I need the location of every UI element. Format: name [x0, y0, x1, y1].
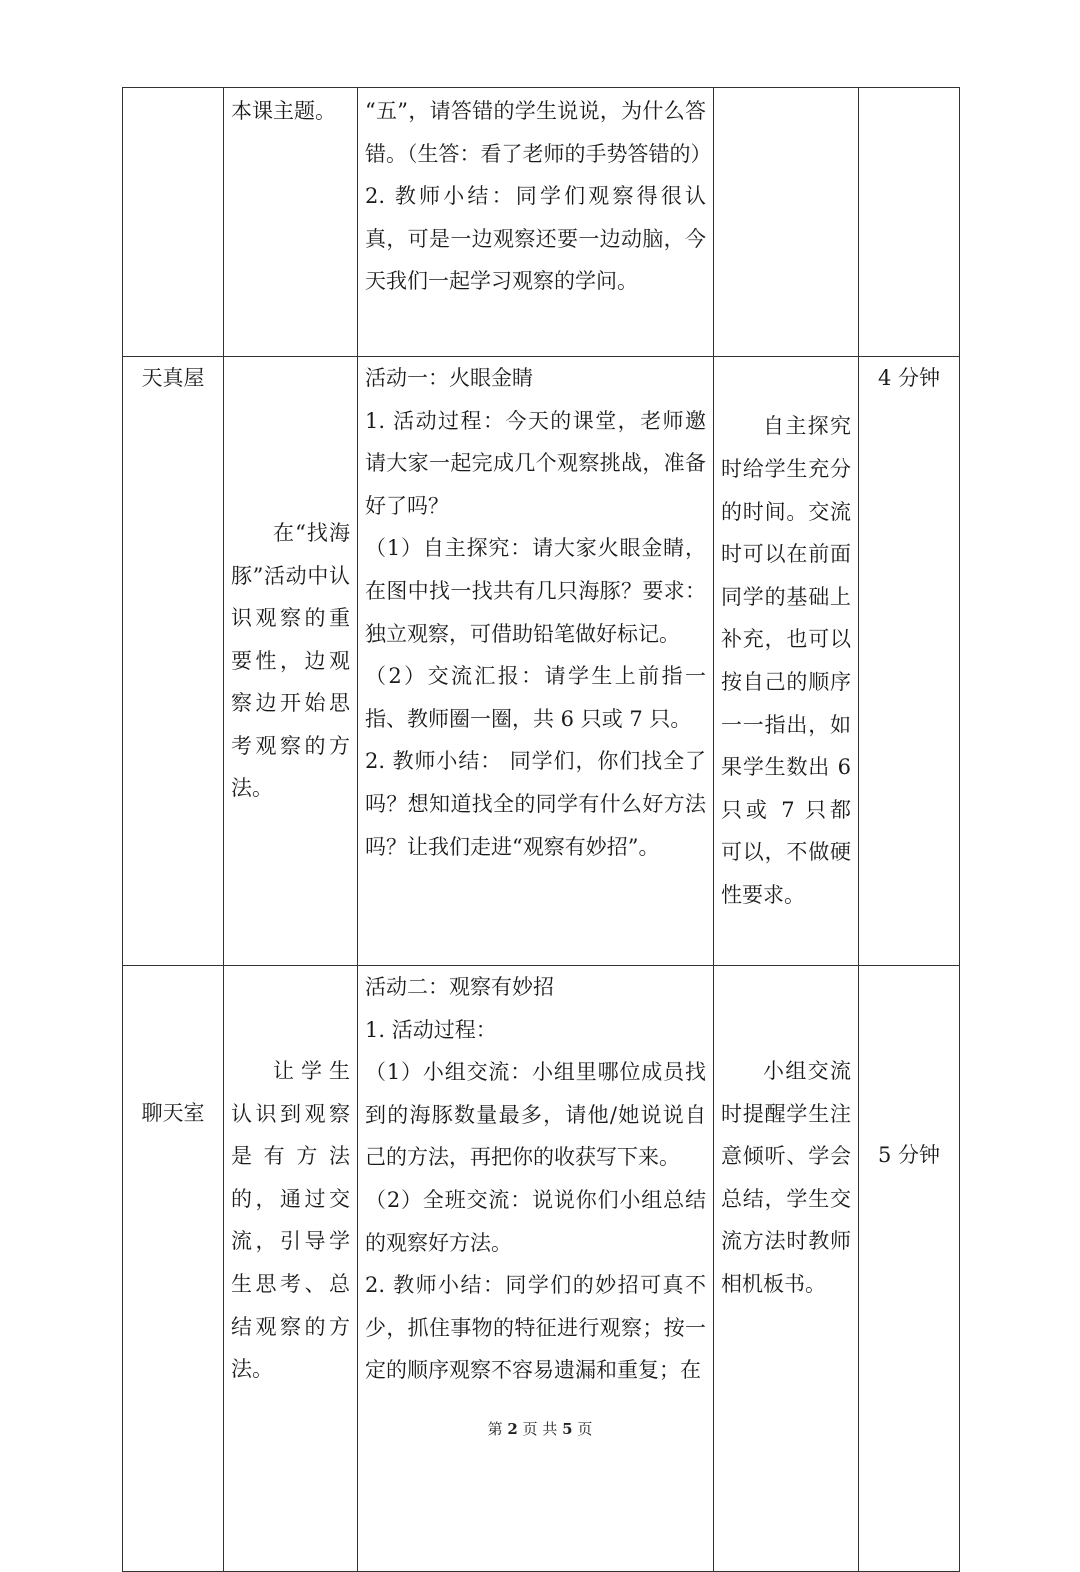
stage-label: 天真屋 [141, 366, 205, 390]
table-row [123, 88, 960, 357]
intent-cell [224, 966, 358, 1572]
design-paragraph: 1. 活动过程：今天的课堂，老师邀请大家一起完成几个观察挑战，准备好了吗？ [365, 408, 706, 518]
intent-cell [224, 357, 358, 966]
footer-suffix: 页 [577, 1420, 593, 1438]
stage-cell [123, 88, 224, 357]
footer-prefix: 第 [487, 1420, 503, 1438]
lesson-plan-table [122, 87, 960, 1572]
tip-cell [714, 966, 859, 1572]
design-paragraph: 活动一：火眼金睛 [365, 366, 533, 390]
tip-cell [714, 357, 859, 966]
total-page-number: 5 [562, 1420, 573, 1438]
design-paragraph: 2. 教师小结：同学们观察得很认真，可是一边观察还要一边动脑，今天我们一起学习观察的学问。 [365, 184, 706, 294]
design-paragraph: （2）全班交流：说说你们小组总结的观察好方法。 [365, 1187, 706, 1255]
time-label: 4 分钟 [877, 366, 941, 390]
design-text [358, 966, 713, 1392]
footer-middle: 页 共 [522, 1420, 558, 1438]
tip-text: 自主探究时给学生充分的时间。交流时可以在前面同学的基础上补充，也可以按自己的顺序一一指出，如果学生数出 6 只或 7 只都可以，不做硬性要求。 [721, 414, 851, 907]
design-paragraph: 活动二：观察有妙招 [365, 975, 554, 999]
tip-text: 小组交流时提醒学生注意倾听、学会总结，学生交流方法时教师相机板书。 [721, 1059, 851, 1296]
table-row [123, 966, 960, 1572]
intent-cell [224, 88, 358, 357]
design-text [358, 357, 713, 868]
design-text [358, 88, 713, 303]
table-row [123, 357, 960, 966]
design-paragraph: （1）小组交流：小组里哪位成员找到的海豚数量最多，请他/她说说自己的方法，再把你的收获写下来。 [365, 1060, 706, 1170]
intent-text: 让学生认识到观察是有方法的，通过交流，引导学生思考、总结观察的方法。 [231, 1059, 350, 1382]
time-label: 5 分钟 [877, 1143, 941, 1167]
design-cell [358, 88, 714, 357]
design-paragraph: （1）自主探究：请大家火眼金睛，在图中找一找共有几只海豚？要求：独立观察，可借助铅笔做好标记。 [365, 536, 706, 646]
intent-text: 本课主题。 [231, 99, 336, 123]
design-paragraph: “五”，请答错的学生说说，为什么答错。（生答：看了老师的手势答错的） [365, 99, 712, 166]
design-cell [358, 966, 714, 1572]
design-cell [358, 357, 714, 966]
time-cell [859, 88, 960, 357]
design-paragraph: （2）交流汇报：请学生上前指一指、教师圈一圈，共 6 只或 7 只。 [365, 664, 706, 731]
time-cell [859, 357, 960, 966]
page-number-footer [0, 1418, 1080, 1439]
tip-cell [714, 88, 859, 357]
stage-cell [123, 966, 224, 1572]
stage-cell [123, 357, 224, 966]
design-paragraph: 1. 活动过程： [365, 1017, 497, 1042]
intent-text: 在“找海豚”活动中认识观察的重要性，边观察边开始思考观察的方法。 [231, 520, 350, 801]
stage-label: 聊天室 [141, 1101, 205, 1125]
current-page-number: 2 [507, 1420, 518, 1438]
design-paragraph: 2. 教师小结： 同学们，你们找全了吗？想知道找全的同学有什么好方法吗？让我们走进“观察有妙招”。 [365, 749, 706, 859]
time-cell [859, 966, 960, 1572]
design-paragraph: 2. 教师小结：同学们的妙招可真不少，抓住事物的特征进行观察；按一定的顺序观察不容易遗漏和重复；在 [365, 1273, 706, 1383]
